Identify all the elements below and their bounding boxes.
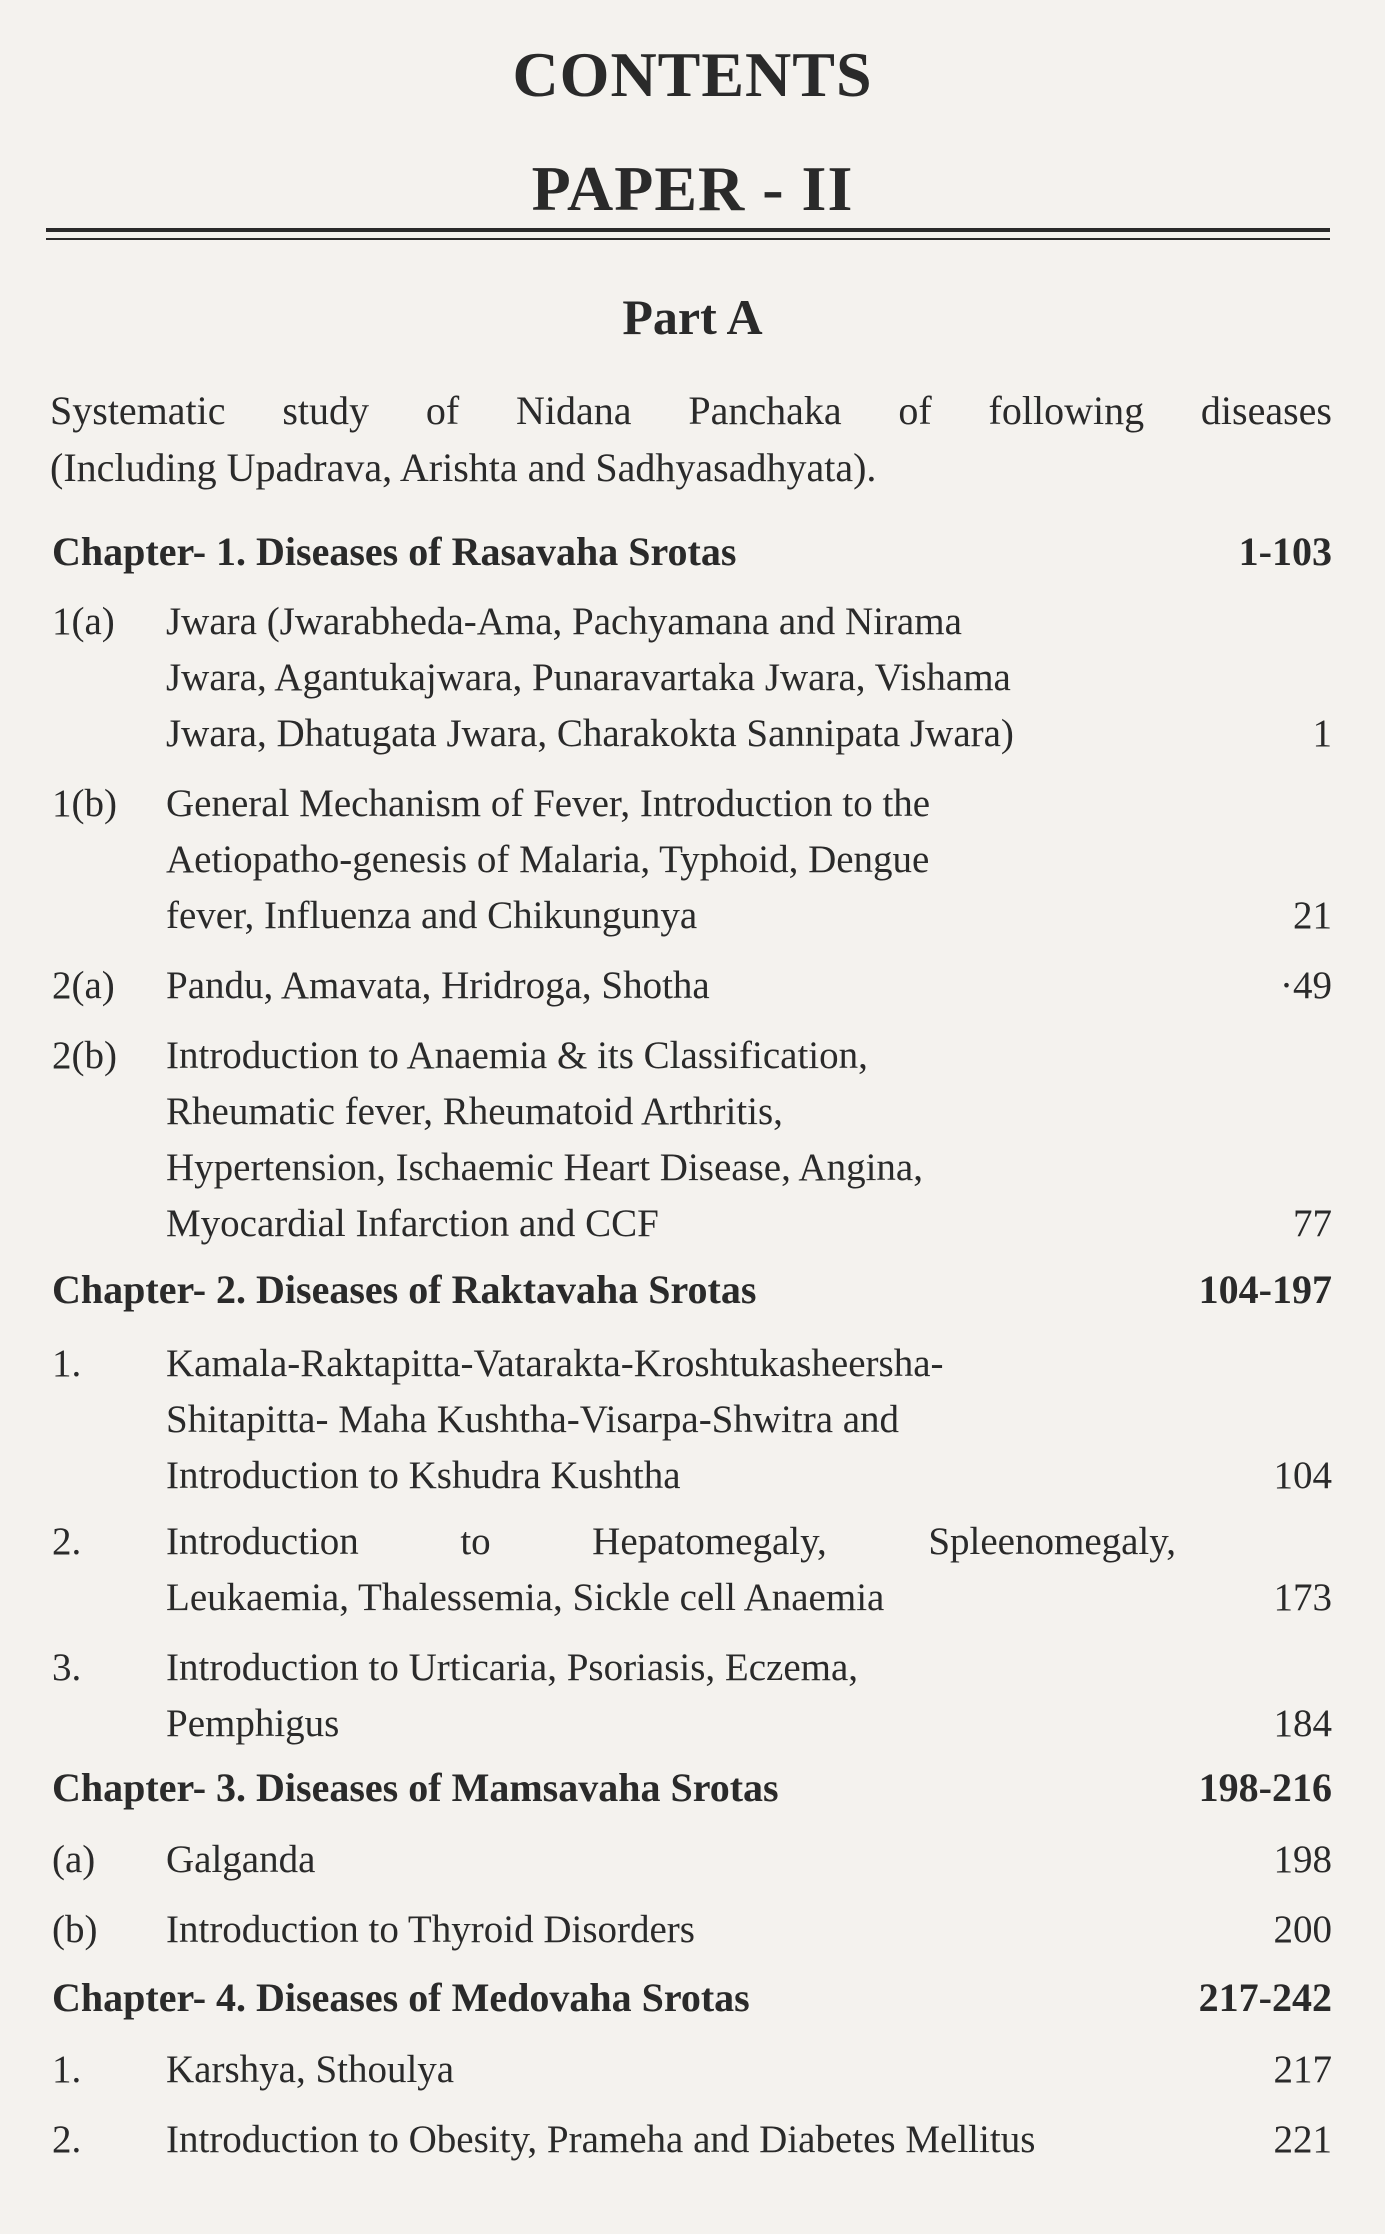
entry-text-line: Myocardial Infarction and CCF <box>166 1202 659 1245</box>
entry-page: ·49 <box>1280 964 1332 1007</box>
entry-text-line: Aetiopatho-genesis of Malaria, Typhoid, Dengue <box>166 838 930 881</box>
entry-page: 200 <box>1273 1908 1332 1951</box>
chapter-pages: 198-216 <box>1198 1765 1332 1810</box>
entry-text-line: Jwara, Agantukajwara, Punaravartaka Jwara, Vishama <box>166 656 1011 699</box>
chapter-title: Chapter- 3. Diseases of Mamsavaha Srotas <box>52 1765 779 1810</box>
entry-page: 1 <box>1312 712 1332 755</box>
entry-text-line: Introduction to Urticaria, Psoriasis, Eczema, <box>166 1646 859 1689</box>
chapter-heading-1[interactable] <box>52 524 1332 580</box>
toc-entry-2-1[interactable] <box>52 1336 1332 1504</box>
toc-entry-2a[interactable] <box>52 958 1332 1014</box>
entry-number: 2. <box>52 2118 82 2161</box>
entry-text-line: fever, Influenza and Chikungunya <box>166 894 698 937</box>
entry-text-line: Introduction to Thyroid Disorders <box>166 1908 695 1951</box>
entry-text-line: Pandu, Amavata, Hridroga, Shotha <box>166 964 710 1007</box>
toc-entry-3b[interactable] <box>52 1902 1332 1958</box>
entry-text-line: Galganda <box>166 1838 316 1881</box>
entry-page: 217 <box>1273 2048 1332 2091</box>
header-rule-thin <box>46 238 1330 240</box>
chapter-pages: 1-103 <box>1238 529 1332 574</box>
entry-text-line: Pemphigus <box>166 1702 340 1745</box>
entry-text-line: Rheumatic fever, Rheumatoid Arthritis, <box>166 1090 783 1133</box>
entry-text-line: Introduction to Anaemia & its Classification, <box>166 1034 868 1077</box>
entry-text-line: Hypertension, Ischaemic Heart Disease, Angina, <box>166 1146 923 1189</box>
entry-number: 3. <box>52 1646 82 1689</box>
chapter-title: Chapter- 2. Diseases of Raktavaha Srotas <box>52 1267 757 1312</box>
chapter-heading-3[interactable] <box>52 1760 1332 1816</box>
entry-text-line: Shitapitta- Maha Kushtha-Visarpa-Shwitra and <box>166 1398 900 1441</box>
entry-number: 2. <box>52 1520 82 1563</box>
entry-number: (a) <box>52 1838 96 1881</box>
entry-text-line: Karshya, Sthoulya <box>166 2048 455 2091</box>
header-rule-thick <box>46 228 1330 232</box>
entry-text-line: Jwara (Jwarabheda-Ama, Pachyamana and Nirama <box>166 600 962 643</box>
intro-line-1: Systematic study of Nidana Panchaka of following diseases <box>50 388 1332 433</box>
entry-page: 21 <box>1293 894 1332 937</box>
entry-page: 173 <box>1273 1576 1332 1619</box>
entry-text-line: Kamala-Raktapitta-Vatarakta-Kroshtukasheersha- <box>166 1342 944 1385</box>
toc-entry-4-1[interactable] <box>52 2042 1332 2098</box>
entry-number: 1(a) <box>52 600 115 643</box>
toc-entry-2-2[interactable] <box>52 1514 1332 1626</box>
entry-page: 221 <box>1273 2118 1332 2161</box>
chapter-heading-2[interactable] <box>52 1262 1332 1318</box>
entry-text-line: Leukaemia, Thalessemia, Sickle cell Anaemia <box>166 1576 885 1619</box>
entry-page: 184 <box>1273 1702 1332 1745</box>
entry-text-line: Introduction to Hepatomegaly, Spleenomegaly, <box>166 1520 1176 1563</box>
part-title: Part A <box>622 289 763 345</box>
toc-entry-2-3[interactable] <box>52 1640 1332 1752</box>
entry-text-line: Introduction to Kshudra Kushtha <box>166 1454 681 1497</box>
entry-number: 2(b) <box>52 1034 117 1077</box>
entry-text-line: Jwara, Dhatugata Jwara, Charakokta Sannipata Jwara) <box>166 712 1014 755</box>
part-intro <box>50 382 1332 496</box>
toc-entry-1b[interactable] <box>52 776 1332 944</box>
entry-number: 1. <box>52 2048 82 2091</box>
entry-page: 77 <box>1293 1202 1332 1245</box>
entry-number: 1. <box>52 1342 82 1385</box>
toc-entry-1a[interactable] <box>52 594 1332 762</box>
entry-text-line: Introduction to Obesity, Prameha and Diabetes Mellitus <box>166 2118 1036 2161</box>
toc-entry-4-2[interactable] <box>52 2112 1332 2168</box>
chapter-pages: 104-197 <box>1198 1267 1332 1312</box>
page-title: CONTENTS <box>512 39 873 110</box>
chapter-heading-4[interactable] <box>52 1970 1332 2026</box>
entry-text-line: General Mechanism of Fever, Introduction to the <box>166 782 931 825</box>
entry-number: 1(b) <box>52 782 117 825</box>
entry-page: 104 <box>1273 1454 1332 1497</box>
chapter-pages: 217-242 <box>1198 1975 1332 2020</box>
intro-line-2: (Including Upadrava, Arishta and Sadhyasadhyata). <box>50 445 877 490</box>
chapter-title: Chapter- 4. Diseases of Medovaha Srotas <box>52 1975 750 2020</box>
toc-entry-2b[interactable] <box>52 1028 1332 1252</box>
entry-page: 198 <box>1273 1838 1332 1881</box>
page-subtitle: PAPER - II <box>531 153 854 224</box>
chapter-title: Chapter- 1. Diseases of Rasavaha Srotas <box>52 529 737 574</box>
toc-entry-3a[interactable] <box>52 1832 1332 1888</box>
entry-number: (b) <box>52 1908 98 1951</box>
entry-number: 2(a) <box>52 964 115 1007</box>
